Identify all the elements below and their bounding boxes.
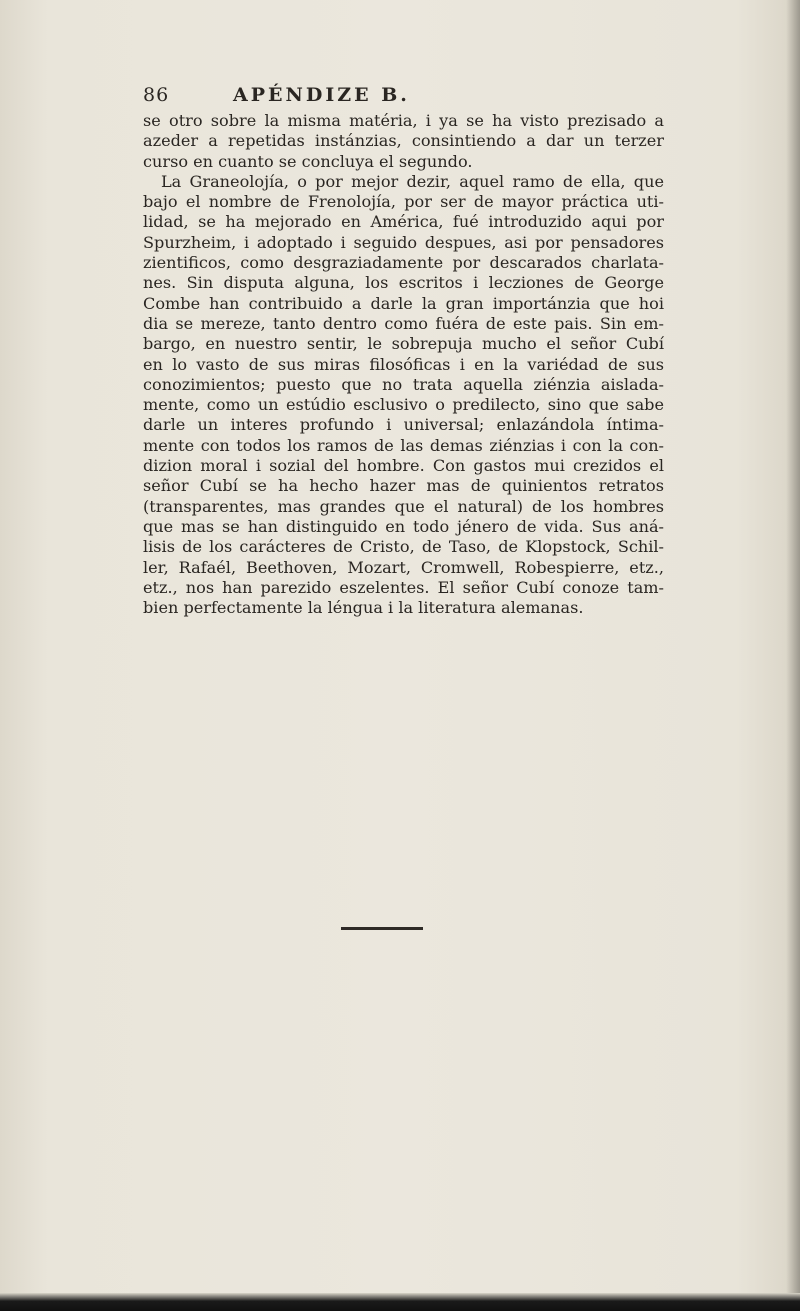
text-line: Combe han contribuido a darle la gran importánzia que hoi xyxy=(143,293,664,313)
text-line: dia se mereze, tanto dentro como fuéra de este pais. Sin em- xyxy=(143,313,664,333)
text-line: darle un interes profundo i universal; enlazándola íntima- xyxy=(143,415,664,435)
text-line: lidad, se ha mejorado en América, fué introduzido aqui por xyxy=(143,212,664,232)
body-text xyxy=(143,111,664,618)
text-line: mente con todos los ramos de las demas ziénzias i con la con- xyxy=(143,435,664,455)
text-line: (transparentes, mas grandes que el natural) de los hombres xyxy=(143,496,664,516)
text-line: bien perfectamente la léngua i la literatura alemanas. xyxy=(143,598,584,618)
running-title: APÉNDIZE B. xyxy=(233,84,410,106)
text-line: ler, Rafaél, Beethoven, Mozart, Cromwell, Robespierre, etz., xyxy=(143,557,664,577)
text-line: zientificos, como desgraziadamente por descarados charlata- xyxy=(143,253,664,273)
text-line: se otro sobre la misma matéria, i ya se ha visto prezisado a xyxy=(143,111,664,130)
text-line: que mas se han distinguido en todo jénero de vida. Sus aná- xyxy=(143,516,664,536)
text-line: señor Cubí se ha hecho hazer mas de quinientos retratos xyxy=(143,476,664,496)
text-line: conozimientos; puesto que no trata aquella ziénzia aislada- xyxy=(143,374,664,394)
page-number: 86 xyxy=(143,84,170,106)
text-line: La Graneolojía, o por mejor dezir, aquel ramo de ella, que xyxy=(161,171,664,191)
text-line: en lo vasto de sus miras filosóficas i en la variédad de sus xyxy=(143,354,664,374)
section-rule xyxy=(341,927,423,930)
text-line: azeder a repetidas instánzias, consintiendo a dar un terzer xyxy=(143,131,664,151)
page-header xyxy=(143,84,603,112)
text-line: etz., nos han parezido eszelentes. El señor Cubí conoze tam- xyxy=(143,577,664,597)
page-edge-shadow xyxy=(786,0,800,1311)
text-line: mente, como un estúdio esclusivo o predilecto, sino que sabe xyxy=(143,395,664,415)
text-line: curso en cuanto se concluya el segundo. xyxy=(143,151,473,171)
text-line: bargo, en nuestro sentir, le sobrepuja mucho el señor Cubí xyxy=(143,334,664,354)
text-line: Spurzheim, i adoptado i seguido despues, asi por pensadores xyxy=(143,232,664,252)
text-line: bajo el nombre de Frenolojía, por ser de mayor práctica uti- xyxy=(143,192,664,212)
text-line: lisis de los carácteres de Cristo, de Taso, de Klopstock, Schil- xyxy=(143,537,664,557)
text-line: nes. Sin disputa alguna, los escritos i lecziones de George xyxy=(143,273,664,293)
bottom-scan-edge xyxy=(0,1293,800,1311)
text-line: dizion moral i sozial del hombre. Con gastos mui crezidos el xyxy=(143,456,664,476)
